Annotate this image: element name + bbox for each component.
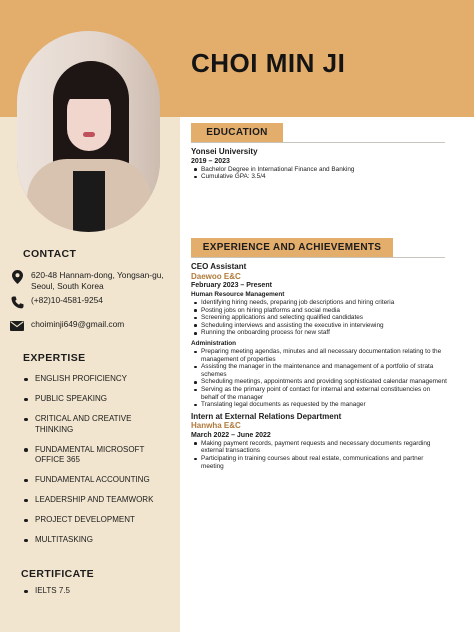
experience-section — [191, 262, 447, 470]
list-item: Serving as the primary point of contact for internal and external constituencies on behalf of the manager — [191, 386, 447, 401]
expertise-list — [23, 374, 158, 546]
job-duties-list — [191, 348, 447, 409]
job-duties-list — [191, 299, 447, 337]
job-company: Daewoo E&C — [191, 271, 241, 281]
list-item: IELTS 7.5 — [23, 586, 158, 597]
certificate-heading: CERTIFICATE — [21, 568, 95, 580]
contact-email — [10, 319, 171, 333]
list-item: FUNDAMENTAL MICROSOFT OFFICE 365 — [23, 445, 158, 466]
list-item: FUNDAMENTAL ACCOUNTING — [23, 475, 158, 486]
list-item: Identifying hiring needs, preparing job descriptions and hiring criteria — [191, 299, 447, 307]
candidate-name: CHOI MIN JI — [191, 48, 346, 78]
job-role: Intern at External Relations Department — [191, 411, 342, 421]
job-group-title: Administration — [191, 339, 237, 347]
job-company: Hanwha E&C — [191, 421, 241, 431]
list-item: Making payment records, payment requests and necessary documents regarding external transactions — [191, 440, 447, 455]
list-item: Scheduling interviews and assisting the executive in interviewing — [191, 322, 447, 330]
certificate-list — [23, 586, 158, 597]
list-item: Bachelor Degree in International Finance and Banking — [191, 166, 447, 174]
education-list — [191, 166, 447, 181]
location-pin-icon — [10, 270, 24, 284]
list-item: ENGLISH PROFICIENCY — [23, 374, 158, 385]
contact-phone — [10, 295, 171, 309]
list-item: Screening applications and selecting qualified candidates — [191, 314, 447, 322]
email-icon — [10, 319, 24, 333]
experience-heading: EXPERIENCE AND ACHIEVEMENTS — [191, 238, 393, 257]
list-item: PROJECT DEVELOPMENT — [23, 515, 158, 526]
list-item: MULTITASKING — [23, 535, 158, 546]
list-item: Assisting the manager in the maintenance and management of a portfolio of strata schemes — [191, 363, 447, 378]
job-group-title: Human Resource Management — [191, 291, 285, 298]
list-item: Posting jobs on hiring platforms and social media — [191, 307, 447, 315]
job-duties-list — [191, 440, 447, 470]
list-item: PUBLIC SPEAKING — [23, 394, 158, 405]
school-name: Yonsei University — [191, 147, 258, 156]
contact-email-text[interactable]: choiminji649@gmail.com — [31, 319, 125, 329]
education-heading: EDUCATION — [191, 123, 283, 142]
expertise-heading: EXPERTISE — [23, 352, 86, 364]
job-role: CEO Assistant — [191, 262, 247, 271]
list-item: Participating in training courses about real estate, communications and partner meeting — [191, 455, 447, 470]
phone-icon — [10, 295, 24, 309]
list-item: CRITICAL AND CREATIVE THINKING — [23, 414, 158, 435]
contact-address — [10, 270, 171, 291]
list-item: Cumulative GPA: 3.5/4 — [191, 173, 447, 181]
contact-address-text: 620-48 Hannam-dong, Yongsan-gu, Seoul, South Korea — [31, 270, 164, 291]
list-item: Running the onboarding process for new staff — [191, 329, 447, 337]
education-section — [191, 147, 447, 181]
divider — [191, 257, 445, 258]
contact-phone-text[interactable]: (+82)10-4581-9254 — [31, 295, 103, 305]
list-item: Translating legal documents as requested by the manager — [191, 401, 447, 409]
divider — [191, 142, 445, 143]
contact-heading: CONTACT — [23, 248, 77, 260]
job-dates: February 2023 – Present — [191, 282, 272, 289]
list-item: Scheduling meetings, appointments and providing sophisticated calendar management — [191, 378, 447, 386]
job-dates: March 2022 – June 2022 — [191, 431, 271, 439]
list-item: LEADERSHIP AND TEAMWORK — [23, 495, 158, 506]
list-item: Preparing meeting agendas, minutes and all necessary documentation relating to the management of properties — [191, 348, 447, 363]
profile-photo — [17, 31, 160, 232]
education-dates: 2019 – 2023 — [191, 157, 230, 165]
